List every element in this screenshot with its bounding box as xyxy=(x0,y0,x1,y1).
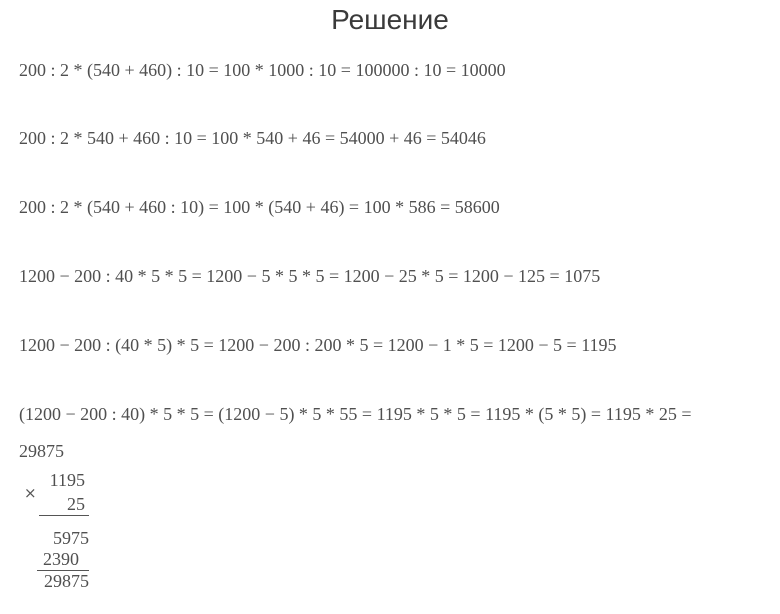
equation-line-5: 1200 − 200 : (40 * 5) * 5 = 1200 − 200 : 200 * 5 = 1200 − 1 * 5 = 1200 − 5 = 1195 xyxy=(19,335,617,355)
multiplicand: 1195 xyxy=(49,470,85,490)
equation-line-1: 200 : 2 * (540 + 460) : 10 = 100 * 1000 : 10 = 100000 : 10 = 10000 xyxy=(19,60,506,80)
multiplier: 25 xyxy=(67,494,85,514)
equation-line-6: (1200 − 200 : 40) * 5 * 5 = (1200 − 5) * 5 * 55 = 1195 * 5 * 5 = 1195 * (5 * 5) = 1195 * 25 = xyxy=(19,404,692,424)
equation-line-3: 200 : 2 * (540 + 460 : 10) = 100 * (540 + 46) = 100 * 586 = 58600 xyxy=(19,197,500,217)
equation-line-2: 200 : 2 * 540 + 460 : 10 = 100 * 540 + 46 = 54000 + 46 = 54046 xyxy=(19,128,486,148)
equation-line-4: 1200 − 200 : 40 * 5 * 5 = 1200 − 5 * 5 * 5 = 1200 − 25 * 5 = 1200 − 125 = 1075 xyxy=(19,266,601,286)
equation-line-6-continuation: 29875 xyxy=(19,441,64,461)
multiply-sign: × xyxy=(24,484,37,502)
partial-product-1: 5975 xyxy=(53,528,89,548)
partial-product-2: 2390 xyxy=(43,549,79,569)
operand-underline xyxy=(39,515,89,516)
page-title: Решение xyxy=(331,4,449,35)
product-result: 29875 xyxy=(44,571,89,591)
